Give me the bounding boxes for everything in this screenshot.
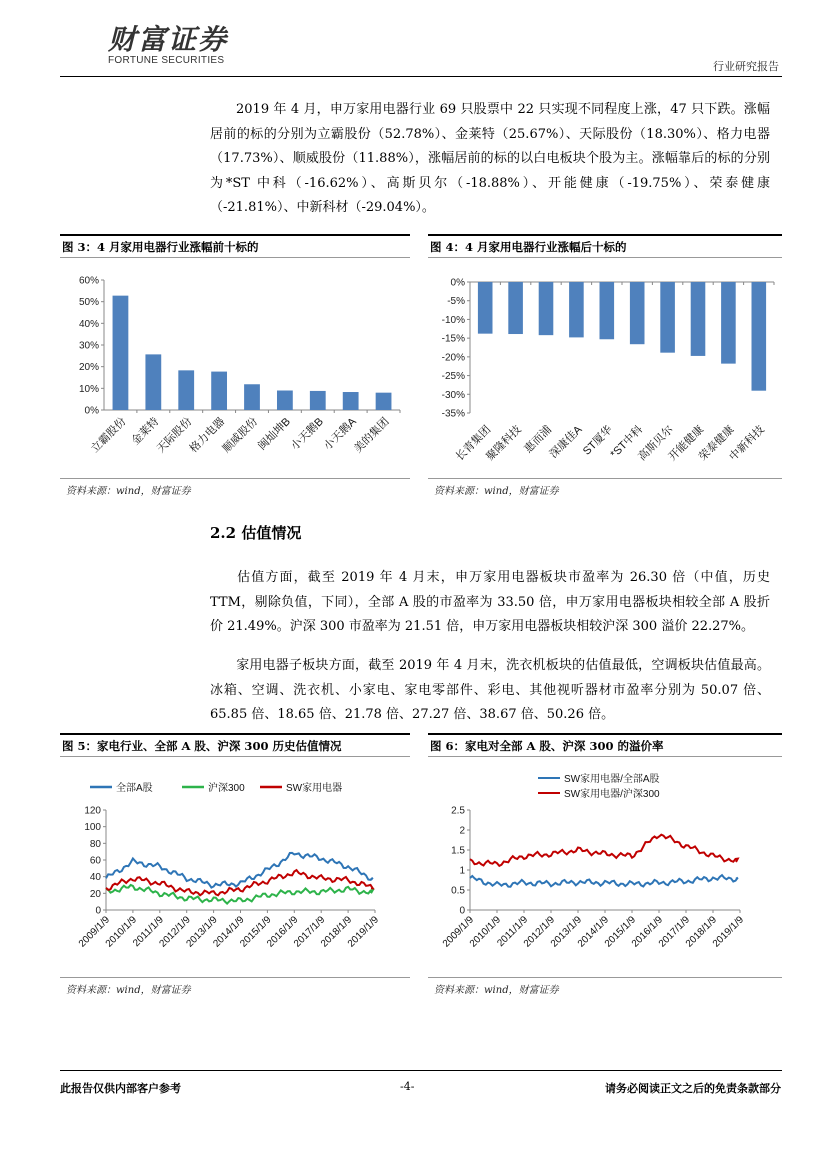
fig4-x-tick-label: 惠而浦 xyxy=(522,423,555,456)
fig5-x-tick-label: 2013/1/9 xyxy=(184,914,220,950)
fig6-x-tick-label: 2010/1/9 xyxy=(467,914,504,950)
fig5-title-line xyxy=(60,756,410,757)
fig4-y-tick-label: -10% xyxy=(441,314,465,326)
page-number: -4- xyxy=(400,1080,415,1093)
fig3-x-tick-label: 立霸股份 xyxy=(88,415,129,456)
header-divider xyxy=(60,76,782,77)
fig6-y-tick-label: 0 xyxy=(459,905,465,917)
subsector-paragraph xyxy=(210,654,770,728)
fig4-bar xyxy=(478,282,493,334)
fig3-title-line xyxy=(60,257,410,258)
fig3-bar xyxy=(145,354,161,410)
fig5-x-tick-label: 2012/1/9 xyxy=(157,914,193,950)
fig4-bar xyxy=(508,282,523,334)
fig4-bar xyxy=(569,282,584,337)
fig6-title: 图 6：家电对全部 A 股、沪深 300 的溢价率 xyxy=(430,739,664,753)
fig5-y-tick-label: 100 xyxy=(84,822,101,834)
fig6-x-tick-label: 2012/1/9 xyxy=(521,914,558,950)
fig3-x-tick-label: 金莱特 xyxy=(129,415,162,448)
fig3-bar xyxy=(211,372,227,410)
fig6-legend-label: SW家用电器/沪深300 xyxy=(564,789,660,800)
fig3-x-tick-label: 闽灿坤B xyxy=(255,415,294,453)
fig5-x-tick-label: 2019/1/9 xyxy=(345,914,382,950)
fig6-top-line xyxy=(428,733,782,735)
fig6-series-line xyxy=(470,875,738,887)
fig3-bar xyxy=(343,392,359,410)
fig3-y-tick-label: 30% xyxy=(78,340,99,352)
subsector-text: 家用电器子板块方面，截至 2019 年 4 月末，洗衣机板块的估值最低，空调板块估值最高。冰箱、空调、洗衣机、小家电、家电零部件、彩电、其他视听器材市盈率分别为 50.07 倍、65.85 倍、18.65 倍、21.78 倍、27.27 倍、38.67 倍、50.26 倍。 xyxy=(210,658,770,722)
fig4-x-tick-label: 中新科技 xyxy=(727,423,767,464)
fig3-bar xyxy=(376,393,392,410)
logo-chinese: 财富证券 xyxy=(108,23,229,56)
fig6-x-tick-label: 2015/1/9 xyxy=(602,914,639,950)
fig4-source: 资料来源：wind，财富证券 xyxy=(434,486,559,497)
fig5-series-line xyxy=(106,885,373,904)
section-title: 2.2 估值情况 xyxy=(210,524,302,542)
fig3-bottom-line xyxy=(60,478,410,479)
fig4-x-tick-label: 深康佳A xyxy=(547,423,585,461)
fig4-y-tick-label: -5% xyxy=(447,296,465,308)
fig3-y-tick-label: 40% xyxy=(78,318,99,330)
fig6-chart xyxy=(428,762,782,972)
fig5-x-tick-label: 2016/1/9 xyxy=(265,914,301,950)
fig5-x-tick-label: 2015/1/9 xyxy=(238,914,274,950)
fig4-bar xyxy=(691,282,706,356)
fig5-x-tick-label: 2009/1/9 xyxy=(76,914,113,950)
fig3-bar xyxy=(277,391,293,411)
fig5-y-tick-label: 20 xyxy=(89,888,101,900)
fig4-chart xyxy=(428,262,782,472)
fig3-x-tick-label: 天际股份 xyxy=(154,415,195,456)
fig4-bar xyxy=(721,282,736,364)
fig5-x-tick-label: 2014/1/9 xyxy=(211,914,247,950)
fig5-y-tick-label: 120 xyxy=(84,805,101,817)
fig4-title: 图 4：4 月家用电器行业涨幅后十标的 xyxy=(430,240,627,254)
footer-disclaimer: 此报告仅供内部客户参考 xyxy=(60,1082,181,1095)
fig3-bar xyxy=(178,370,194,410)
fig4-y-tick-label: -25% xyxy=(441,371,465,383)
intro-text: 2019 年 4 月，申万家用电器行业 69 只股票中 22 只实现不同程度上涨，47 只下跌。涨幅居前的标的分别为立霸股份（52.78%）、金莱特（25.67%）、天际股份（18.30%）、格力电器（17.73%）、顺威股份（11.88%），涨幅居前的标的以白电板块个股为主。涨幅靠后的标的分别为*ST 中科（-16.62%）、高斯贝尔（-18.88%）、开能健康（-19.75%）、荣泰健康（-21.81%）、中新科材（-29.04%）。 xyxy=(210,102,770,215)
fig6-y-tick-label: 1 xyxy=(459,865,465,877)
fig3-top-line xyxy=(60,234,410,236)
fig3-bar xyxy=(113,296,129,410)
fig5-x-tick-label: 2011/1/9 xyxy=(131,914,166,950)
fig6-y-tick-label: 2.5 xyxy=(451,805,465,817)
fig3-y-tick-label: 10% xyxy=(78,383,99,395)
fig5-bottom-line xyxy=(60,977,410,978)
fig6-source: 资料来源：wind，财富证券 xyxy=(434,985,559,996)
fig6-y-tick-label: 0.5 xyxy=(451,885,465,897)
valuation-paragraph xyxy=(210,566,770,640)
fig5-y-tick-label: 0 xyxy=(95,905,101,917)
fig5-legend-label: SW家用电器 xyxy=(286,783,343,794)
fig6-x-tick-label: 2011/1/9 xyxy=(495,914,531,950)
fig4-bar xyxy=(660,282,675,353)
fig6-x-tick-label: 2019/1/9 xyxy=(710,914,747,950)
fig4-bar xyxy=(539,282,554,335)
fig6-x-tick-label: 2013/1/9 xyxy=(548,914,585,950)
fig3-x-tick-label: 美的集团 xyxy=(352,415,392,456)
fig4-x-tick-label: ST厦华 xyxy=(580,423,615,458)
fig4-y-tick-label: -30% xyxy=(441,389,465,401)
intro-paragraph xyxy=(210,98,770,221)
fig4-x-tick-label: 长青集团 xyxy=(453,423,494,464)
fig5-x-tick-label: 2010/1/9 xyxy=(103,914,140,950)
fig5-title: 图 5：家电行业、全部 A 股、沪深 300 历史估值情况 xyxy=(62,739,342,753)
footer-notice: 请务必阅读正文之后的免责条款部分 xyxy=(605,1082,781,1095)
fig4-y-tick-label: -35% xyxy=(441,408,465,420)
fig4-y-tick-label: 0% xyxy=(450,277,465,289)
fig4-x-tick-label: *ST中科 xyxy=(608,423,646,461)
logo-english: FORTUNE SECURITIES xyxy=(108,55,225,66)
fig4-x-tick-label: 聚隆科技 xyxy=(484,423,524,464)
fig6-x-tick-label: 2014/1/9 xyxy=(575,914,612,950)
fig4-bottom-line xyxy=(428,478,782,479)
fig6-x-tick-label: 2018/1/9 xyxy=(683,914,720,950)
fig6-title-line xyxy=(428,756,782,757)
fig5-y-tick-label: 40 xyxy=(89,872,101,884)
fig6-x-tick-label: 2016/1/9 xyxy=(629,914,666,950)
fig3-x-tick-label: 小天鹅B xyxy=(288,415,326,453)
fig4-top-line xyxy=(428,234,782,236)
fig4-x-tick-label: 荣泰健康 xyxy=(696,423,737,464)
fig5-x-tick-label: 2017/1/9 xyxy=(292,914,328,950)
fig4-bar xyxy=(600,282,615,339)
fig4-bar xyxy=(630,282,645,344)
fig3-bar xyxy=(244,384,260,410)
report-type: 行业研究报告 xyxy=(713,60,779,73)
fig5-y-tick-label: 60 xyxy=(89,855,101,867)
fig4-x-tick-label: 高斯贝尔 xyxy=(636,423,676,464)
fig6-series-line xyxy=(470,835,738,866)
fig6-legend-label: SW家用电器/全部A股 xyxy=(564,774,660,785)
fig5-legend-label: 全部A股 xyxy=(116,783,153,794)
fig6-y-tick-label: 2 xyxy=(459,825,465,837)
valuation-text: 估值方面，截至 2019 年 4 月末，申万家用电器板块市盈率为 26.30 倍（中值，历史 TTM，剔除负值，下同），全部 A 股的市盈率为 33.50 倍，申万家用电器板块相较全部 A 股折价 21.49%。沪深 300 市盈率为 21.51 倍，申万家用电器板块相较沪深 300 溢价 22.27%。 xyxy=(210,570,770,634)
fig3-chart xyxy=(60,262,410,472)
fig5-source: 资料来源：wind，财富证券 xyxy=(66,985,191,996)
fig6-bottom-line xyxy=(428,977,782,978)
fig3-y-tick-label: 0% xyxy=(84,405,99,417)
fig3-title: 图 3：4 月家用电器行业涨幅前十标的 xyxy=(62,240,259,254)
fig3-x-tick-label: 小天鹅A xyxy=(321,415,359,453)
fig3-x-tick-label: 顺威股份 xyxy=(220,415,261,456)
fig4-y-tick-label: -20% xyxy=(441,352,465,364)
fig5-legend-label: 沪深300 xyxy=(208,783,245,794)
fig3-y-tick-label: 20% xyxy=(78,362,99,374)
fig6-y-tick-label: 1.5 xyxy=(451,845,465,857)
fig3-source: 资料来源：wind，财富证券 xyxy=(66,486,191,497)
fig3-x-tick-label: 格力电器 xyxy=(187,415,228,456)
fig6-x-tick-label: 2017/1/9 xyxy=(656,914,693,950)
fig5-y-tick-label: 80 xyxy=(89,838,101,850)
fig3-bar xyxy=(310,391,326,410)
fig6-x-tick-label: 2009/1/9 xyxy=(440,914,477,950)
fig5-top-line xyxy=(60,733,410,735)
fig4-bar xyxy=(752,282,767,391)
fig5-x-tick-label: 2018/1/9 xyxy=(318,914,355,950)
fig3-y-tick-label: 50% xyxy=(78,297,99,309)
fig4-x-tick-label: 开能健康 xyxy=(666,423,707,464)
footer-divider xyxy=(60,1070,782,1071)
fig4-title-line xyxy=(428,257,782,258)
fig3-y-tick-label: 60% xyxy=(78,275,99,287)
fig4-y-tick-label: -15% xyxy=(441,333,465,345)
fig5-chart xyxy=(60,762,410,972)
